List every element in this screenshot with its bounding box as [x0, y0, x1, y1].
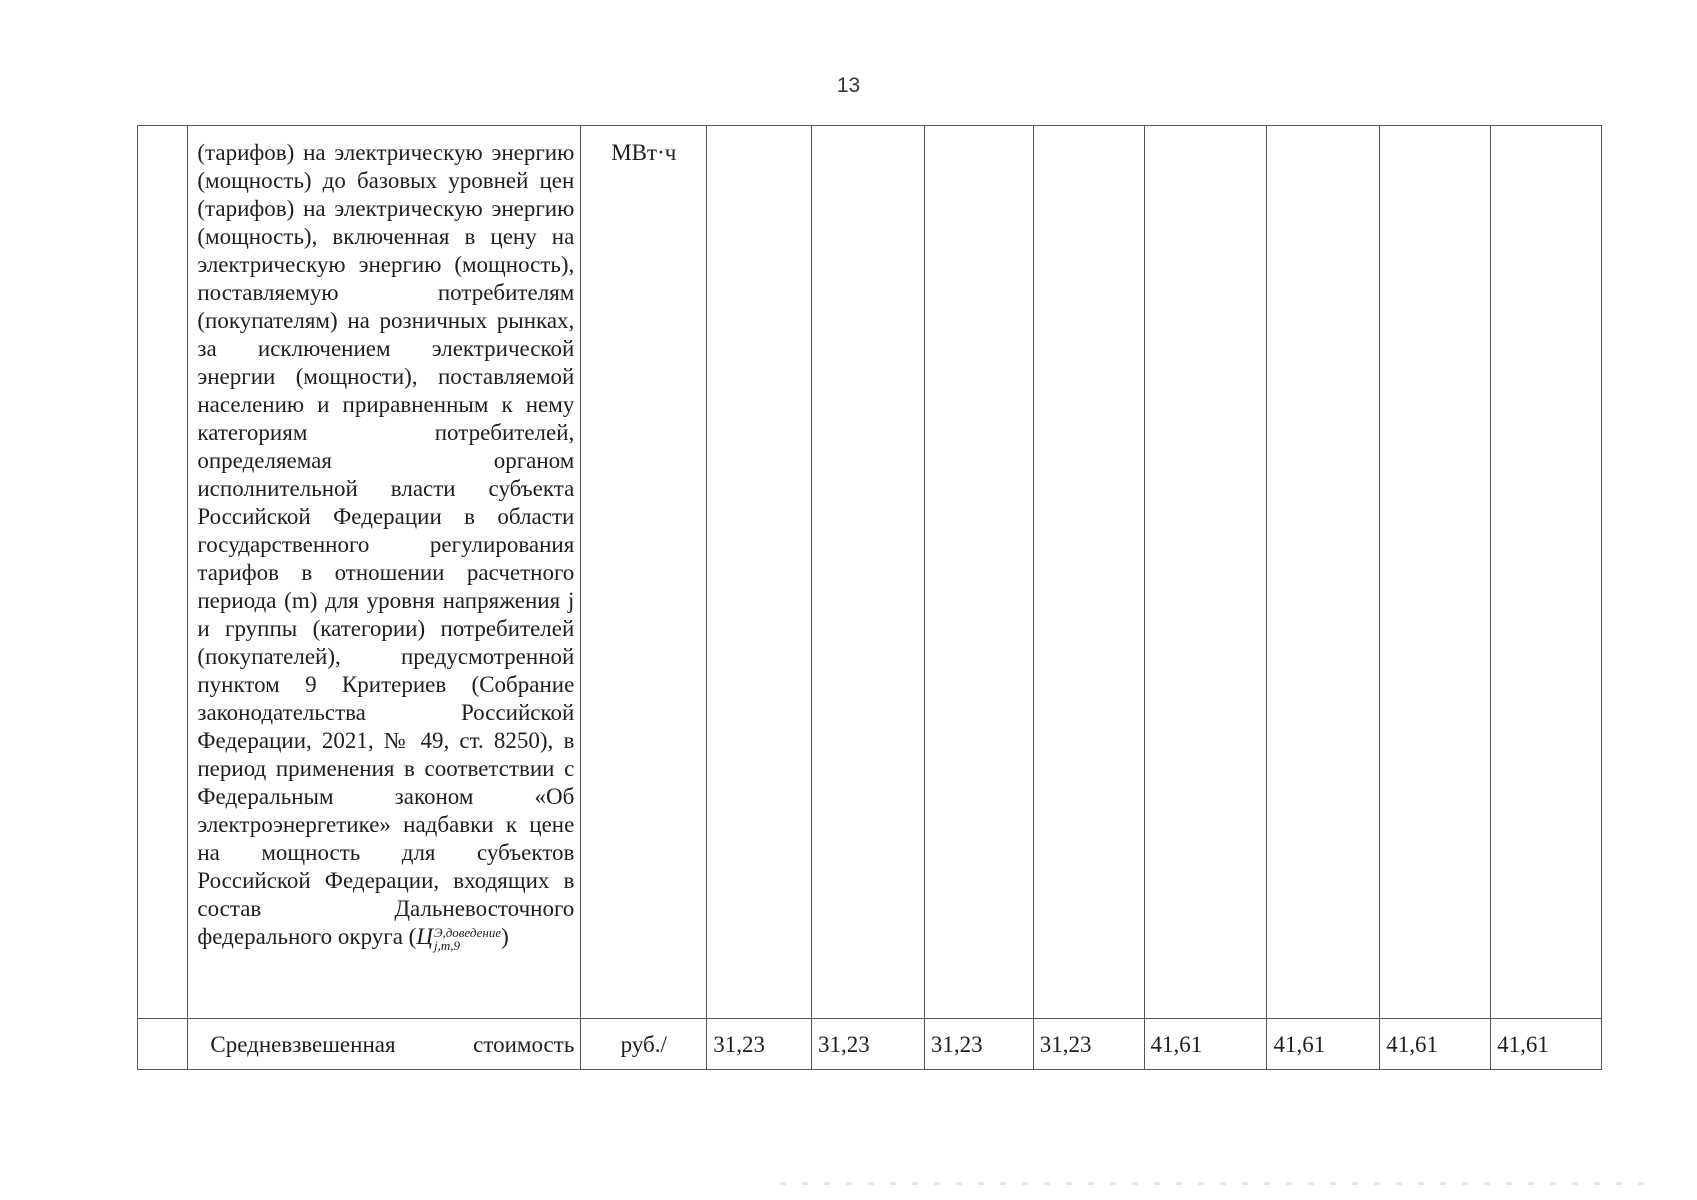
- row-number-cell: [138, 126, 188, 1019]
- value-cell: [1267, 126, 1380, 1019]
- average-value: 41,61: [1386, 1032, 1439, 1057]
- value-cell: [1380, 126, 1491, 1019]
- formula-close: ): [501, 924, 509, 949]
- average-label: Средневзвешенная стоимость: [210, 1032, 575, 1057]
- value-cell: [1491, 126, 1602, 1019]
- average-unit: руб./: [620, 1032, 667, 1057]
- formula-superscript: Э,доведение: [433, 924, 502, 940]
- average-value: 31,23: [930, 1032, 983, 1057]
- value-cell: [1033, 126, 1144, 1019]
- average-value-cell: [812, 1019, 925, 1070]
- average-value: 41,61: [1273, 1032, 1326, 1057]
- table-row-continuation: [138, 126, 1602, 1019]
- description-text: (тарифов) на электрическую энергию (мощность) до базовых уровней цен (тарифов) на электрическую энергию (мощность), включенная в цену на электрическую энергию (мощность), поставляемую потребителям (покупателям) на розничных рынках, за исключением электрической энергии (мощности), поставляемой населению и приравненным к нему категориям потребителей, определяемая органом исполнительной власти субъекта Российской Федерации в области государственного регулирования тарифов в отношении расчетного периода (m) для уровня напряжения j и группы (категории) потребителей (покупателей), предусмотренной пунктом 9 Критериев (Собрание законодательства Российской Федерации, 2021, № 49, ст. 8250), в период применения в соответствии с Федеральным законом «Об электроэнергетике» надбавки к цене на мощность для субъектов Российской Федерации, входящих в состав Дальневосточного федерального округа (: [197, 140, 575, 949]
- average-value-cell: [1033, 1019, 1144, 1070]
- average-label-cell: [188, 1019, 581, 1070]
- value-cell: [812, 126, 925, 1019]
- page-number: 13: [836, 74, 861, 97]
- average-unit-cell: [581, 1019, 707, 1070]
- value-cell: [707, 126, 812, 1019]
- average-value: 41,61: [1497, 1032, 1549, 1057]
- description-cell: [188, 126, 581, 1019]
- average-value: 31,23: [713, 1032, 765, 1057]
- formula-subscript: j,m,9: [433, 937, 460, 953]
- value-cell: [1144, 126, 1267, 1019]
- formula-base: Ц: [416, 924, 433, 949]
- unit-cell: [581, 126, 707, 1019]
- average-value-cell: [1267, 1019, 1380, 1070]
- table-row-average-cost: [138, 1019, 1602, 1070]
- formula: [416, 923, 501, 952]
- average-value: 31,23: [818, 1032, 870, 1057]
- row-number-cell: [138, 1019, 188, 1070]
- average-value-cell: [707, 1019, 812, 1070]
- tariff-table: [137, 125, 1602, 1070]
- scan-artifact: [780, 1182, 1660, 1185]
- average-value-cell: [924, 1019, 1033, 1070]
- unit-text: МВт·ч: [611, 140, 677, 165]
- value-cell: [924, 126, 1033, 1019]
- average-value-cell: [1144, 1019, 1267, 1070]
- average-value-cell: [1491, 1019, 1602, 1070]
- average-value: 31,23: [1039, 1032, 1092, 1057]
- average-value: 41,61: [1150, 1032, 1203, 1057]
- average-value-cell: [1380, 1019, 1491, 1070]
